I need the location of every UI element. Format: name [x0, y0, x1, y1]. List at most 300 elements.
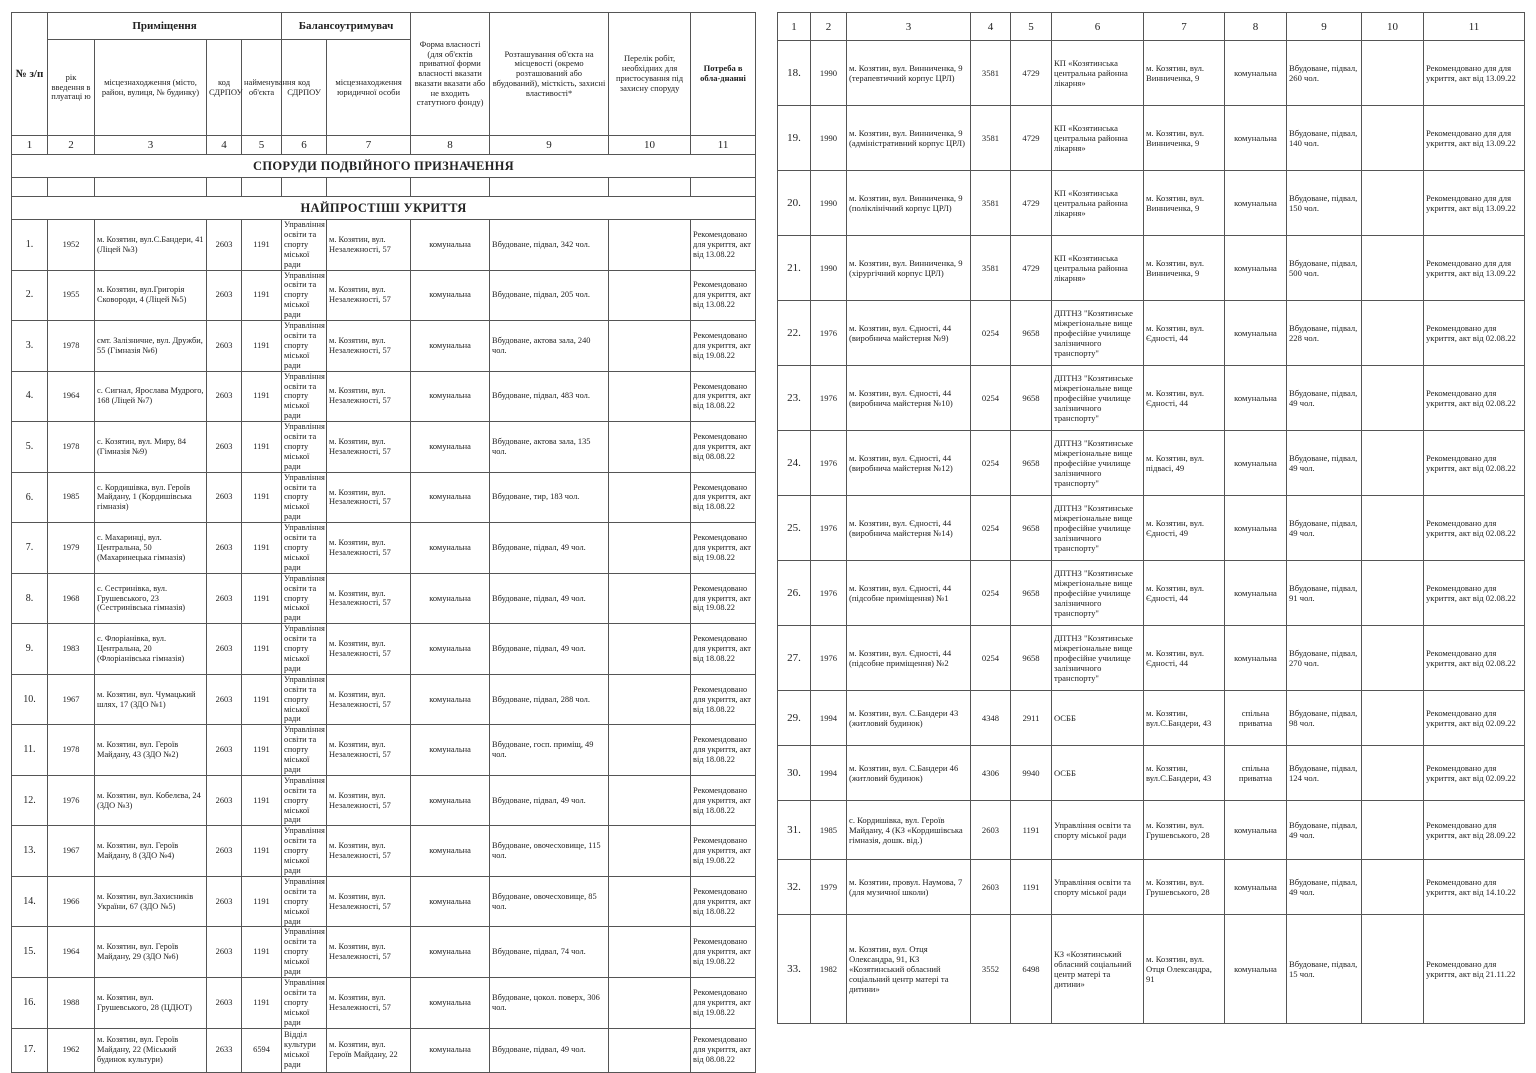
location-cell: Вбудоване, підвал, 49 чол.	[1287, 366, 1362, 431]
row-number: 31.	[778, 801, 811, 860]
holder-address-cell: м. Козятин, вул. Незалежності, 57	[327, 573, 411, 624]
address-cell: с. Кордишівка, вул. Героїв Майдану, 4 (КЗ «Кордишівська гімназія, дошк. від.)	[847, 801, 971, 860]
column-number: 3	[847, 13, 971, 41]
row-number: 24.	[778, 431, 811, 496]
column-number: 10	[1362, 13, 1424, 41]
location-cell: Вбудоване, підвал, 150 чол.	[1287, 171, 1362, 236]
column-number: 1	[12, 136, 48, 155]
table-row	[12, 573, 756, 624]
table-row	[12, 927, 756, 978]
need-cell: Рекомендовано для укриття, акт від 18.08.22	[691, 876, 756, 927]
location-cell: Вбудоване, підвал, 288 чол.	[490, 674, 609, 725]
table-row	[12, 624, 756, 675]
header-holder: Балансоутримувач	[282, 13, 411, 40]
works-cell	[1362, 691, 1424, 746]
ownership-cell: комунальна	[411, 624, 490, 675]
works-cell	[1362, 106, 1424, 171]
holder-name-cell: Управління освіти та спорту міської ради	[282, 422, 327, 473]
table-row	[778, 801, 1525, 860]
row-number: 19.	[778, 106, 811, 171]
holder-address-cell: м. Козятин, вул. Незалежності, 57	[327, 725, 411, 776]
need-cell: Рекомендовано для укриття, акт від 02.08.22	[1424, 496, 1525, 561]
holder-address-cell: м. Козятин, вул. Незалежності, 57	[327, 472, 411, 523]
table-row	[12, 422, 756, 473]
works-cell	[1362, 496, 1424, 561]
need-cell: Рекомендовано для для укриття, акт від 13.09.22	[1424, 171, 1525, 236]
works-cell	[609, 927, 691, 978]
column-number: 11	[691, 136, 756, 155]
year-cell: 1978	[48, 321, 95, 372]
object-code-cell: 4729	[1011, 236, 1052, 301]
object-code-cell: 9658	[1011, 626, 1052, 691]
edrpou-cell: 2603	[207, 321, 242, 372]
need-cell: Рекомендовано для укриття, акт від 19.08.22	[691, 826, 756, 877]
need-cell: Рекомендовано для укриття, акт від 18.08.22	[691, 775, 756, 826]
location-cell: Вбудоване, підвал, 91 чол.	[1287, 561, 1362, 626]
address-cell: м. Козятин, вул. Героїв Майдану, 43 (ЗДО №2)	[95, 725, 207, 776]
year-cell: 1983	[48, 624, 95, 675]
table-row	[778, 561, 1525, 626]
object-code-cell: 1191	[242, 826, 282, 877]
holder-name-cell: Управління освіти та спорту міської ради	[282, 674, 327, 725]
ownership-cell: комунальна	[1225, 301, 1287, 366]
address-cell: м. Козятин, вул. Грушевського, 28 (ЦДЮТ)	[95, 977, 207, 1028]
row-number: 12.	[12, 775, 48, 826]
edrpou-cell: 2603	[971, 801, 1011, 860]
holder-address-cell: м. Козятин, вул. Винниченка, 9	[1144, 171, 1225, 236]
row-number: 18.	[778, 41, 811, 106]
edrpou-cell: 2603	[207, 573, 242, 624]
edrpou-cell: 2603	[207, 523, 242, 574]
address-cell: м. Козятин, вул. Винниченка, 9 (адміністративний корпус ЦРЛ)	[847, 106, 971, 171]
holder-name-cell: Управління освіти та спорту міської ради	[282, 826, 327, 877]
works-cell	[609, 472, 691, 523]
holder-address-cell: м. Козятин, вул. Винниченка, 9	[1144, 41, 1225, 106]
holder-name-cell: ОСББ	[1052, 746, 1144, 801]
need-cell: Рекомендовано для укриття, акт від 19.08.22	[691, 977, 756, 1028]
object-code-cell: 1191	[1011, 860, 1052, 915]
edrpou-cell: 3581	[971, 106, 1011, 171]
works-cell	[609, 725, 691, 776]
location-cell: Вбудоване, підвал, 49 чол.	[490, 624, 609, 675]
row-number: 3.	[12, 321, 48, 372]
right-table	[777, 12, 1525, 1024]
ownership-cell: комунальна	[1225, 496, 1287, 561]
holder-name-cell: Управління освіти та спорту міської ради	[282, 725, 327, 776]
works-cell	[1362, 561, 1424, 626]
row-number: 7.	[12, 523, 48, 574]
location-cell: Вбудоване, підвал, 483 чол.	[490, 371, 609, 422]
column-number: 7	[327, 136, 411, 155]
edrpou-cell: 2603	[207, 220, 242, 271]
table-row	[778, 746, 1525, 801]
ownership-cell: комунальна	[411, 775, 490, 826]
column-number: 5	[242, 136, 282, 155]
need-cell: Рекомендовано для для укриття, акт від 13.09.22	[1424, 236, 1525, 301]
edrpou-cell: 2603	[207, 371, 242, 422]
location-cell: Вбудоване, актова зала, 135 чол.	[490, 422, 609, 473]
year-cell: 1964	[48, 371, 95, 422]
works-cell	[609, 775, 691, 826]
column-number: 10	[609, 136, 691, 155]
address-cell: с. Козятин, вул. Миру, 84 (Гімназія №9)	[95, 422, 207, 473]
table-row	[778, 431, 1525, 496]
table-row	[778, 915, 1525, 1024]
section-dual-purpose: СПОРУДИ ПОДВІЙНОГО ПРИЗНАЧЕННЯ	[12, 155, 756, 178]
location-cell: Вбудоване, підвал, 49 чол.	[1287, 860, 1362, 915]
location-cell: Вбудоване, підвал, 140 чол.	[1287, 106, 1362, 171]
ownership-cell: комунальна	[411, 573, 490, 624]
edrpou-cell: 2603	[207, 876, 242, 927]
edrpou-cell: 2603	[207, 472, 242, 523]
works-cell	[609, 977, 691, 1028]
holder-name-cell: КП «Козятинська центральна районна лікарня»	[1052, 106, 1144, 171]
year-cell: 1978	[48, 725, 95, 776]
year-cell: 1967	[48, 826, 95, 877]
works-cell	[1362, 366, 1424, 431]
address-cell: м. Козятин, вул. Героїв Майдану, 8 (ЗДО №4)	[95, 826, 207, 877]
holder-address-cell: м. Козятин, вул. Незалежності, 57	[327, 624, 411, 675]
location-cell: Вбудоване, підвал, 124 чол.	[1287, 746, 1362, 801]
edrpou-cell: 2603	[207, 674, 242, 725]
table-row	[12, 1028, 756, 1072]
year-cell: 1976	[48, 775, 95, 826]
blank-row	[12, 178, 756, 197]
need-cell: Рекомендовано для укриття, акт від 19.08.22	[691, 573, 756, 624]
row-number: 6.	[12, 472, 48, 523]
column-number-row	[12, 136, 756, 155]
ownership-cell: комунальна	[1225, 431, 1287, 496]
ownership-cell: комунальна	[411, 674, 490, 725]
column-number: 6	[282, 136, 327, 155]
row-number: 1.	[12, 220, 48, 271]
location-cell: Вбудоване, підвал, 49 чол.	[490, 573, 609, 624]
year-cell: 1978	[48, 422, 95, 473]
works-cell	[1362, 860, 1424, 915]
edrpou-cell: 2603	[207, 977, 242, 1028]
location-cell: Вбудоване, цокол. поверх, 306 чол.	[490, 977, 609, 1028]
holder-address-cell: м. Козятин, вул. Грушевського, 28	[1144, 801, 1225, 860]
row-number: 4.	[12, 371, 48, 422]
need-cell: Рекомендовано для укриття, акт від 02.08.22	[1424, 431, 1525, 496]
object-code-cell: 1191	[242, 321, 282, 372]
header-year: рік введення в плуатаці ю	[48, 40, 95, 136]
ownership-cell: комунальна	[1225, 626, 1287, 691]
edrpou-cell: 2603	[207, 624, 242, 675]
ownership-cell: комунальна	[1225, 236, 1287, 301]
ownership-cell: комунальна	[1225, 366, 1287, 431]
need-cell: Рекомендовано для укриття, акт від 02.08.22	[1424, 561, 1525, 626]
need-cell: Рекомендовано для укриття, акт від 02.08.22	[1424, 301, 1525, 366]
holder-name-cell: Управління освіти та спорту міської ради	[282, 876, 327, 927]
table-row	[778, 236, 1525, 301]
year-cell: 1990	[811, 106, 847, 171]
row-number: 26.	[778, 561, 811, 626]
address-cell: м. Козятин, вул. Чумацький шлях, 17 (ЗДО №1)	[95, 674, 207, 725]
table-row	[12, 321, 756, 372]
row-number: 14.	[12, 876, 48, 927]
object-code-cell: 1191	[242, 977, 282, 1028]
edrpou-cell: 3581	[971, 236, 1011, 301]
object-code-cell: 1191	[242, 624, 282, 675]
location-cell: Вбудоване, підвал, 49 чол.	[490, 1028, 609, 1072]
table-row	[12, 826, 756, 877]
address-cell: с. Кордишівка, вул. Героїв Майдану, 1 (Кордишівська гімназія)	[95, 472, 207, 523]
holder-address-cell: м. Козятин, вул. Єдності, 49	[1144, 496, 1225, 561]
year-cell: 1952	[48, 220, 95, 271]
edrpou-cell: 2603	[207, 775, 242, 826]
address-cell: м. Козятин, вул.С.Бандери, 41 (Ліцей №3)	[95, 220, 207, 271]
address-cell: м. Козятин, вул. С.Бандери 46 (житловий будинок)	[847, 746, 971, 801]
edrpou-cell: 0254	[971, 366, 1011, 431]
address-cell: м. Козятин, вул. Винниченка, 9 (поліклінічний корпус ЦРЛ)	[847, 171, 971, 236]
holder-name-cell: ДПТНЗ "Козятинське міжрегіональне вище професійне училище залізничного транспорту"	[1052, 496, 1144, 561]
holder-address-cell: м. Козятин, вул. Єдності, 44	[1144, 366, 1225, 431]
table-row	[778, 691, 1525, 746]
holder-name-cell: Управління освіти та спорту міської ради	[282, 321, 327, 372]
location-cell: Вбудоване, актова зала, 240 чол.	[490, 321, 609, 372]
need-cell: Рекомендовано для укриття, акт від 13.08.22	[691, 220, 756, 271]
column-number: 9	[1287, 13, 1362, 41]
object-code-cell: 2911	[1011, 691, 1052, 746]
year-cell: 1976	[811, 561, 847, 626]
holder-name-cell: Відділ культури міської ради	[282, 1028, 327, 1072]
location-cell: Вбудоване, підвал, 205 чол.	[490, 270, 609, 321]
table-row	[778, 860, 1525, 915]
holder-name-cell: Управління освіти та спорту міської ради	[282, 371, 327, 422]
ownership-cell: комунальна	[411, 270, 490, 321]
address-cell: с. Флоріанівка, вул. Центральна, 20 (Флоріанівська гімназія)	[95, 624, 207, 675]
edrpou-cell: 0254	[971, 496, 1011, 561]
address-cell: м. Козятин, вул. Єдності, 44 (підсобне приміщення) №1	[847, 561, 971, 626]
holder-name-cell: ДПТНЗ "Козятинське міжрегіональне вище професійне училище залізничного транспорту"	[1052, 366, 1144, 431]
row-number: 8.	[12, 573, 48, 624]
object-code-cell: 1191	[242, 422, 282, 473]
edrpou-cell: 0254	[971, 626, 1011, 691]
header-ownership: Форма власності (для об'єктів приватної форми власності вказати вказати вказати або не входить статутного фонду)	[411, 13, 490, 136]
table-row	[778, 366, 1525, 431]
ownership-cell: комунальна	[411, 1028, 490, 1072]
row-number: 21.	[778, 236, 811, 301]
table-row	[12, 523, 756, 574]
header-address: місцезнаходження (місто, район, вулиця, № будинку)	[95, 40, 207, 136]
works-cell	[1362, 801, 1424, 860]
header-number: № з/п	[12, 13, 48, 136]
header-premises: Приміщення	[48, 13, 282, 40]
location-cell: Вбудоване, підвал, 49 чол.	[490, 775, 609, 826]
location-cell: Вбудоване, госп. приміщ, 49 чол.	[490, 725, 609, 776]
holder-name-cell: КП «Козятинська центральна районна лікарня»	[1052, 171, 1144, 236]
location-cell: Вбудоване, підвал, 342 чол.	[490, 220, 609, 271]
need-cell: Рекомендовано для укриття, акт від 18.08.22	[691, 371, 756, 422]
object-code-cell: 9658	[1011, 496, 1052, 561]
table-row	[778, 496, 1525, 561]
address-cell: м. Козятин, вул. Єдності, 44 (виробнича майстерня №10)	[847, 366, 971, 431]
location-cell: Вбудоване, підвал, 49 чол.	[1287, 801, 1362, 860]
left-page	[11, 12, 755, 1073]
holder-address-cell: м. Козятин, вул. Єдності, 44	[1144, 301, 1225, 366]
row-number: 29.	[778, 691, 811, 746]
need-cell: Рекомендовано для укриття, акт від 18.08.22	[691, 725, 756, 776]
year-cell: 1966	[48, 876, 95, 927]
location-cell: Вбудоване, підвал, 49 чол.	[490, 523, 609, 574]
row-number: 30.	[778, 746, 811, 801]
edrpou-cell: 2603	[207, 270, 242, 321]
column-number: 7	[1144, 13, 1225, 41]
works-cell	[609, 826, 691, 877]
row-number: 11.	[12, 725, 48, 776]
works-cell	[609, 422, 691, 473]
object-code-cell: 9658	[1011, 561, 1052, 626]
holder-address-cell: м. Козятин, вул.С.Бандери, 43	[1144, 691, 1225, 746]
ownership-cell: комунальна	[1225, 171, 1287, 236]
holder-name-cell: ОСББ	[1052, 691, 1144, 746]
row-number: 17.	[12, 1028, 48, 1072]
location-cell: Вбудоване, підвал, 15 чол.	[1287, 915, 1362, 1024]
holder-address-cell: м. Козятин, вул. підвасі, 49	[1144, 431, 1225, 496]
need-cell: Рекомендовано для укриття, акт від 21.11.22	[1424, 915, 1525, 1024]
location-cell: Вбудоване, підвал, 74 чол.	[490, 927, 609, 978]
object-code-cell: 1191	[242, 573, 282, 624]
holder-name-cell: Управління освіти та спорту міської ради	[282, 472, 327, 523]
ownership-cell: комунальна	[1225, 561, 1287, 626]
year-cell: 1976	[811, 431, 847, 496]
works-cell	[609, 371, 691, 422]
works-cell	[1362, 626, 1424, 691]
object-code-cell: 1191	[1011, 801, 1052, 860]
holder-address-cell: м. Козятин, вул. Єдності, 44	[1144, 561, 1225, 626]
object-code-cell: 4729	[1011, 41, 1052, 106]
column-number: 11	[1424, 13, 1525, 41]
year-cell: 1979	[811, 860, 847, 915]
object-code-cell: 1191	[242, 472, 282, 523]
edrpou-cell: 0254	[971, 301, 1011, 366]
holder-address-cell: м. Козятин, вул. Грушевського, 28	[1144, 860, 1225, 915]
edrpou-cell: 2633	[207, 1028, 242, 1072]
table-row	[12, 775, 756, 826]
year-cell: 1976	[811, 301, 847, 366]
ownership-cell: комунальна	[1225, 41, 1287, 106]
holder-address-cell: м. Козятин, вул. Винниченка, 9	[1144, 106, 1225, 171]
holder-address-cell: м. Козятин, вул. Незалежності, 57	[327, 422, 411, 473]
object-code-cell: 1191	[242, 270, 282, 321]
need-cell: Рекомендовано для укриття, акт від 18.08.22	[691, 674, 756, 725]
address-cell: м. Козятин, вул. С.Бандери 43 (житловий будинок)	[847, 691, 971, 746]
address-cell: м. Козятин, вул. Єдності, 44 (виробнича майстерня №12)	[847, 431, 971, 496]
holder-name-cell: ДПТНЗ "Козятинське міжрегіональне вище професійне училище залізничного транспорту"	[1052, 561, 1144, 626]
row-number: 15.	[12, 927, 48, 978]
holder-name-cell: Управління освіти та спорту міської ради	[282, 927, 327, 978]
edrpou-cell: 3552	[971, 915, 1011, 1024]
column-number-row	[778, 13, 1525, 41]
table-row	[12, 371, 756, 422]
ownership-cell: комунальна	[411, 927, 490, 978]
ownership-cell: комунальна	[1225, 801, 1287, 860]
holder-name-cell: ДПТНЗ "Козятинське міжрегіональне вище професійне училище залізничного транспорту"	[1052, 431, 1144, 496]
year-cell: 1994	[811, 746, 847, 801]
need-cell: Рекомендовано для укриття, акт від 02.09.22	[1424, 691, 1525, 746]
edrpou-cell: 2603	[207, 927, 242, 978]
holder-name-cell: КП «Козятинська центральна районна лікарня»	[1052, 41, 1144, 106]
holder-name-cell: Управління освіти та спорту міської ради	[1052, 801, 1144, 860]
ownership-cell: комунальна	[411, 472, 490, 523]
holder-address-cell: м. Козятин, вул. Героїв Майдану, 22	[327, 1028, 411, 1072]
need-cell: Рекомендовано для укриття, акт від 18.08.22	[691, 624, 756, 675]
ownership-cell: комунальна	[1225, 915, 1287, 1024]
table-row	[778, 301, 1525, 366]
table-row	[12, 220, 756, 271]
location-cell: Вбудоване, овочесховище, 85 чол.	[490, 876, 609, 927]
table-row	[778, 106, 1525, 171]
works-cell	[609, 573, 691, 624]
right-page	[777, 12, 1524, 1024]
row-number: 5.	[12, 422, 48, 473]
object-code-cell: 1191	[242, 220, 282, 271]
edrpou-cell: 2603	[971, 860, 1011, 915]
year-cell: 1994	[811, 691, 847, 746]
works-cell	[1362, 236, 1424, 301]
need-cell: Рекомендовано для укриття, акт від 02.09.22	[1424, 746, 1525, 801]
holder-address-cell: м. Козятин, вул. Незалежності, 57	[327, 220, 411, 271]
ownership-cell: комунальна	[1225, 860, 1287, 915]
location-cell: Вбудоване, підвал, 500 чол.	[1287, 236, 1362, 301]
need-cell: Рекомендовано для укриття, акт від 19.08.22	[691, 927, 756, 978]
need-cell: Рекомендовано для укриття, акт від 02.08.22	[1424, 626, 1525, 691]
section-simple-shelters: НАЙПРОСТІШІ УКРИТТЯ	[12, 197, 756, 220]
object-code-cell: 4729	[1011, 106, 1052, 171]
year-cell: 1985	[48, 472, 95, 523]
row-number: 9.	[12, 624, 48, 675]
header-location: Розташування об'єкта на місцевості (окремо розташований або вбудований), місткість, захисні властивості*	[490, 13, 609, 136]
holder-name-cell: КП «Козятинська центральна районна лікарня»	[1052, 236, 1144, 301]
row-number: 16.	[12, 977, 48, 1028]
ownership-cell: комунальна	[1225, 106, 1287, 171]
ownership-cell: комунальна	[411, 725, 490, 776]
address-cell: м. Козятин, вул. Героїв Майдану, 22 (Міський будинок культури)	[95, 1028, 207, 1072]
need-cell: Рекомендовано для укриття, акт від 14.10.22	[1424, 860, 1525, 915]
column-number: 2	[48, 136, 95, 155]
header-edrpou: код СДРПОУ	[207, 40, 242, 136]
ownership-cell: спільна приватна	[1225, 691, 1287, 746]
column-number: 1	[778, 13, 811, 41]
address-cell: с. Махаринці, вул. Центральна, 50 (Махаринецька гімназія)	[95, 523, 207, 574]
ownership-cell: комунальна	[411, 826, 490, 877]
edrpou-cell: 0254	[971, 561, 1011, 626]
works-cell	[609, 674, 691, 725]
works-cell	[609, 321, 691, 372]
table-row	[778, 171, 1525, 236]
row-number: 13.	[12, 826, 48, 877]
year-cell: 1976	[811, 366, 847, 431]
location-cell: Вбудоване, підвал, 270 чол.	[1287, 626, 1362, 691]
column-number: 8	[411, 136, 490, 155]
object-code-cell: 1191	[242, 523, 282, 574]
ownership-cell: спільна приватна	[1225, 746, 1287, 801]
holder-address-cell: м. Козятин, вул. Незалежності, 57	[327, 371, 411, 422]
location-cell: Вбудоване, підвал, 49 чол.	[1287, 496, 1362, 561]
location-cell: Вбудоване, тир, 183 чол.	[490, 472, 609, 523]
ownership-cell: комунальна	[411, 977, 490, 1028]
row-number: 23.	[778, 366, 811, 431]
holder-name-cell: Управління освіти та спорту міської ради	[282, 624, 327, 675]
column-number: 4	[971, 13, 1011, 41]
year-cell: 1955	[48, 270, 95, 321]
holder-name-cell: КЗ «Козятинський обласний соціальний центр матері та дитини»	[1052, 915, 1144, 1024]
works-cell	[609, 1028, 691, 1072]
works-cell	[1362, 746, 1424, 801]
column-number: 2	[811, 13, 847, 41]
holder-name-cell: ДПТНЗ "Козятинське міжрегіональне вище професійне училище залізничного транспорту"	[1052, 626, 1144, 691]
